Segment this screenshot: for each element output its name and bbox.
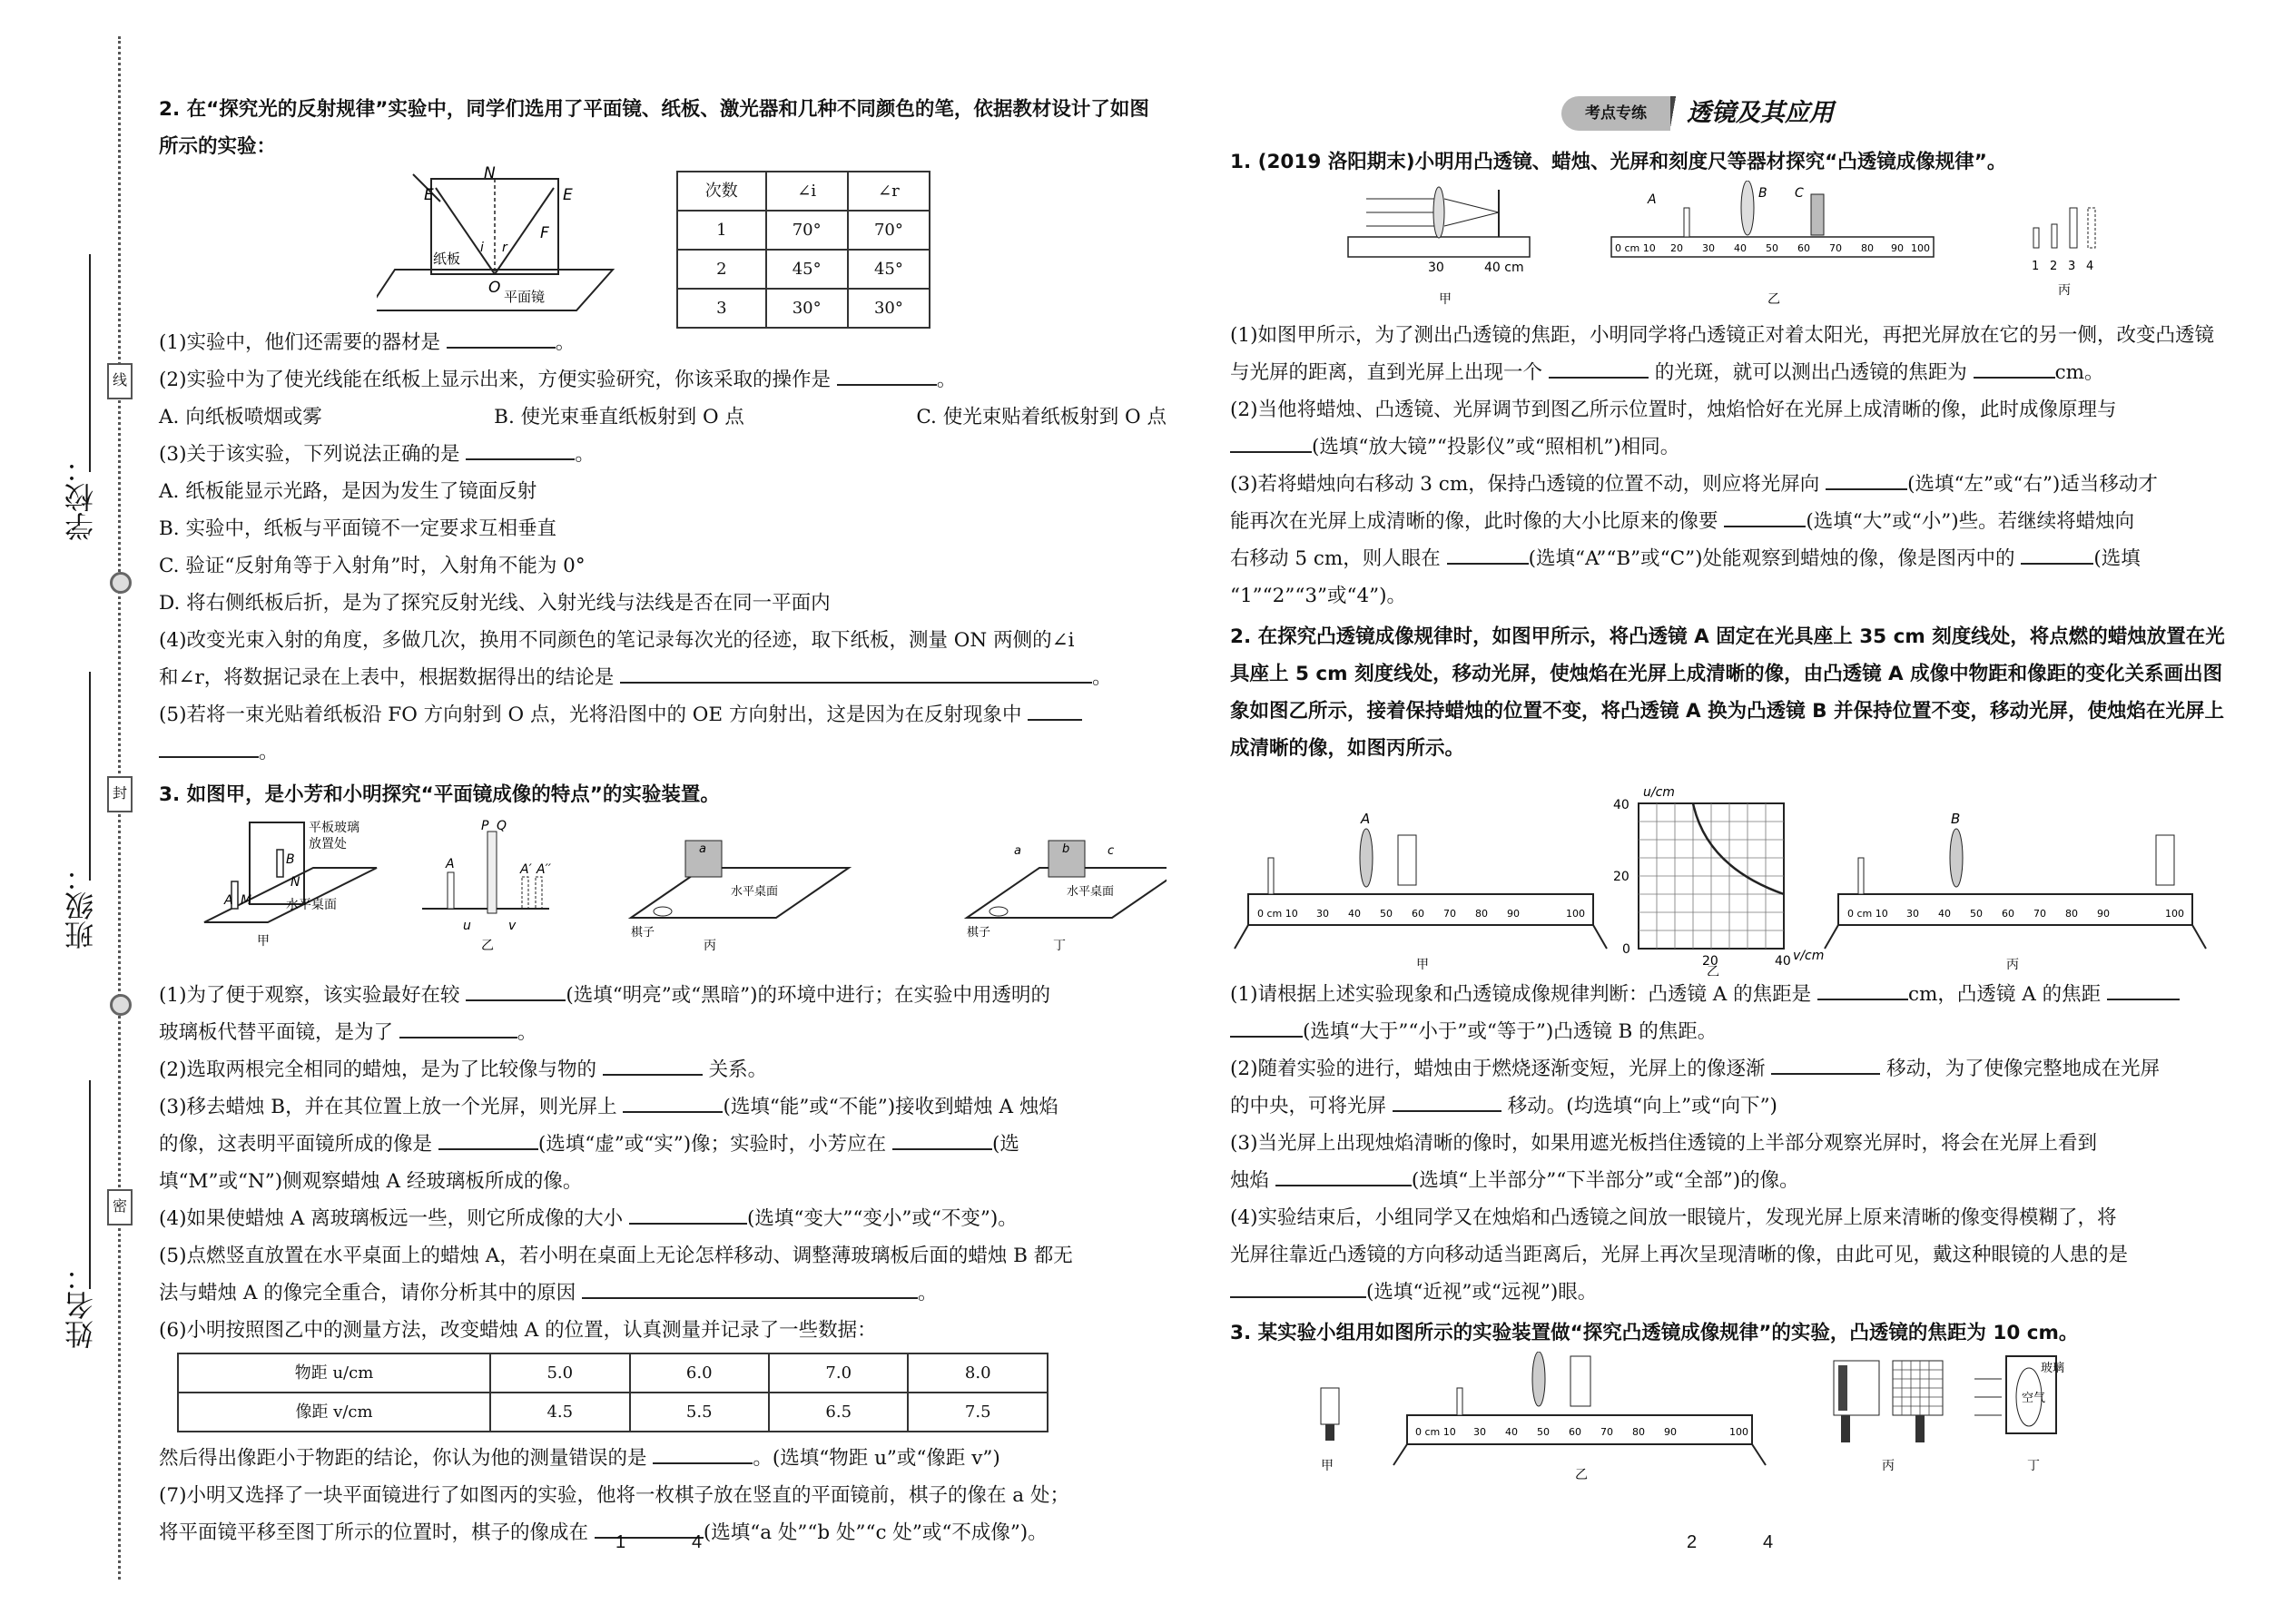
answer-blank[interactable] — [653, 1441, 753, 1464]
r-q2-part2b: 的中央，可将光屏 移动。(均选填“向上”或“向下”) — [1230, 1088, 2233, 1125]
answer-blank[interactable] — [399, 1015, 517, 1038]
ruler-tick: 30 — [1702, 242, 1715, 254]
q2-figure — [159, 165, 1167, 324]
q2-angle-table — [676, 171, 930, 329]
label-table: 水平桌面 — [286, 898, 337, 912]
answer-blank[interactable] — [1826, 467, 1907, 490]
label-u: u — [463, 919, 471, 933]
label-board: 纸板 — [433, 251, 461, 267]
ruler-tick: 100 — [2165, 908, 2184, 920]
r-q1-stem: 1. (2019 洛阳期末)小明用凸透镜、蜡烛、光屏和刻度尺等器材探究“凸透镜成像规律”。 — [1230, 151, 2007, 173]
table-cell: 7.5 — [908, 1393, 1048, 1432]
q3-distance-table — [177, 1353, 1049, 1432]
r-q1-part1b: 与光屏的距离，直到光屏上出现一个 的光斑，就可以测出凸透镜的焦距为 cm。 — [1230, 354, 2233, 391]
table-row — [178, 1393, 1048, 1432]
q3-part4: (4)如果使蜡烛 A 离玻璃板远一些，则它所成像的大小 (选填“变大”“变小”或“不变”)。 — [159, 1200, 1167, 1237]
ruler-tick: 50 — [1766, 242, 1778, 254]
ruler-tick: 70 — [1829, 242, 1842, 254]
table-cell: 7.0 — [769, 1353, 908, 1393]
x-tick-0: 0 — [1622, 942, 1630, 957]
page-total: 4 — [692, 1532, 703, 1552]
table-cell: 30° — [766, 289, 848, 328]
glass-plate-side — [487, 832, 497, 913]
label-N: N — [484, 165, 496, 182]
answer-blank[interactable] — [582, 1275, 918, 1299]
label-jia: 甲 — [1439, 292, 1452, 307]
lens-a — [1360, 829, 1373, 887]
name-label: 姓名： — [64, 1262, 98, 1349]
chess-piece — [654, 907, 672, 916]
label-1: 1 — [2032, 260, 2040, 273]
label-place: 放置处 — [309, 837, 347, 851]
candle — [1684, 208, 1689, 237]
r-q2-part3: (3)当光屏上出现烛焰清晰的像时，如果用遮光板挡住透镜的上半部分观察光屏时，将会在光屏上看到 — [1230, 1132, 2097, 1155]
label-E: E — [424, 186, 434, 204]
right-column — [1230, 143, 2233, 1488]
answer-blank[interactable] — [1230, 1275, 1366, 1298]
answer-blank[interactable] — [1724, 504, 1806, 527]
answer-blank[interactable] — [1230, 429, 1312, 453]
table-cell: 45° — [848, 250, 930, 289]
candle — [1457, 1388, 1462, 1415]
label-air: 空气 — [2022, 1392, 2046, 1405]
bench-leg — [1593, 925, 1607, 949]
label-A: A — [1648, 192, 1657, 207]
table-cell: 70° — [766, 211, 848, 250]
label-b: b — [1062, 842, 1070, 856]
ruler-tick: 30 — [1906, 908, 1919, 920]
ruler-tick: 80 — [1861, 242, 1874, 254]
label-a: a — [1014, 844, 1021, 858]
answer-blank[interactable] — [1447, 541, 1529, 565]
page-total: 4 — [1763, 1532, 1774, 1552]
image-candle — [536, 877, 542, 909]
seal-tag-secret: 密 — [107, 1189, 133, 1225]
ruler-tick: 0 cm 10 — [1615, 242, 1656, 254]
convex-lens — [1532, 1352, 1545, 1406]
bench-leg — [1393, 1444, 1407, 1465]
option-a: A. 向纸板喷烟或雾 — [159, 406, 322, 428]
table-cell: 1 — [677, 211, 766, 250]
refracted-ray — [1444, 212, 1499, 226]
table-cell: 6.0 — [630, 1353, 769, 1393]
answer-blank[interactable] — [629, 1201, 747, 1225]
q3-part6b: 然后得出像距小于物距的结论，你认为他的测量错误的是 。(选填“物距 u”或“像距 v”) — [159, 1440, 1167, 1477]
answer-blank[interactable] — [623, 1089, 723, 1113]
refracted-ray — [1444, 199, 1499, 212]
label-i: i — [480, 241, 484, 255]
r-q1-part1: (1)如图甲所示，为了测出凸透镜的焦距，小明同学将凸透镜正对着太阳光，再把光屏放在它的另一侧，改变凸透镜 — [1230, 324, 2214, 347]
r-q2-figure — [1230, 767, 2233, 976]
answer-blank[interactable] — [159, 734, 259, 758]
optical-bench — [1838, 894, 2192, 925]
q2-part5-blank: 。 — [159, 733, 1167, 771]
ruler-tick: 80 — [1475, 908, 1488, 920]
table-cell: 70° — [848, 211, 930, 250]
candle-a — [448, 872, 454, 909]
ruler-tick: 50 — [1537, 1426, 1550, 1438]
q3-stem: 3. 如图甲，是小芳和小明探究“平面镜成像的特点”的实验装置。 — [159, 783, 720, 806]
banner-tag: 考点专练 — [1561, 96, 1670, 131]
label-M: M — [241, 893, 252, 908]
ruler-tick: 90 — [1664, 1426, 1677, 1438]
label-mirror: 平面镜 — [504, 289, 546, 305]
label-B: B — [286, 852, 295, 867]
r-q2-part2: (2)随着实验的进行，蜡烛由于燃烧逐渐变短，光屏上的像逐渐 移动，为了使像完整地成在光屏 — [1230, 1050, 2233, 1088]
binding-ring-icon — [110, 572, 132, 594]
ruler-tick: 50 — [1970, 908, 1983, 920]
label-B: B — [1951, 811, 1961, 827]
table-header: 次数 — [677, 172, 766, 211]
bench-leg — [1235, 925, 1248, 949]
answer-blank[interactable] — [595, 1515, 704, 1539]
answer-blank[interactable] — [466, 978, 566, 1001]
mirror-experiment-figures — [159, 813, 1167, 977]
label-c: c — [1108, 844, 1115, 858]
screen — [1398, 835, 1416, 885]
screen — [2156, 835, 2174, 885]
answer-blank[interactable] — [1549, 355, 1649, 379]
q3-part1: (1)为了便于观察，该实验最好在较 (选填“明亮”或“黑暗”)的环境中进行；在实验中用透明的 — [159, 977, 1167, 1014]
graph-grid — [1639, 803, 1784, 949]
r-q3-figure — [1230, 1352, 2233, 1488]
screen — [1811, 194, 1824, 235]
board-stand — [1841, 1415, 1850, 1442]
label-A-prime: A′ — [520, 862, 532, 877]
label-P: P — [481, 819, 489, 833]
q2-part2-options — [159, 399, 1167, 436]
table-row — [677, 211, 930, 250]
q2-part4: (4)改变光束入射的角度，多做几次，换用不同颜色的笔记录每次光的径迹，取下纸板，测量 ON 两侧的∠i — [159, 629, 1075, 652]
ruler-tick: 70 — [2033, 908, 2046, 920]
x-tick-20: 20 — [1702, 954, 1718, 969]
answer-blank[interactable] — [438, 1127, 538, 1150]
label-jia: 甲 — [1416, 958, 1429, 972]
r-q2-stem: 2. 在探究凸透镜成像规律时，如图甲所示，将凸透镜 A 固定在光具座上 35 cm 刻度线处，将点燃的蜡烛放置在光具座上 5 cm 刻度线处，移动光屏，使烛焰在光屏上成清晰的像，由凸透镜 A 成像中物距和像距的变化关系画出图象如图乙所示，接着保持蜡烛的位置不变，将凸透镜 A 换为凸透镜 B 并保持位置不变，移动光屏，使烛焰在光屏上成清晰的像，如图丙所示。 — [1230, 625, 2225, 760]
u-v-curve — [1693, 803, 1784, 894]
label-bing: 丙 — [704, 939, 716, 953]
label-yi: 乙 — [1767, 292, 1780, 307]
label-table: 水平桌面 — [1067, 885, 1115, 899]
table-row — [677, 250, 930, 289]
bench-leg — [1752, 1444, 1766, 1465]
ruler-tick: 90 — [1891, 242, 1904, 254]
board-stand — [1915, 1415, 1925, 1442]
ruler-tick: 30 — [1316, 908, 1329, 920]
x-tick-40: 40 — [1775, 954, 1791, 969]
q2-part2: (2)实验中为了使光线能在纸板上显示出来，方便实验研究，你该采取的操作是 。 — [159, 361, 1167, 399]
answer-blank[interactable] — [837, 362, 937, 386]
r-q2-part1: (1)请根据上述实验现象和凸透镜成像规律判断：凸透镜 A 的焦距是 cm，凸透镜 A 的焦距 — [1230, 976, 2233, 1013]
left-column — [159, 91, 1167, 1551]
ruler-tick: 60 — [1569, 1426, 1581, 1438]
ruler-tick: 70 — [1443, 908, 1456, 920]
candle-b — [277, 850, 283, 877]
q2-part3-option-d: D. 将右侧纸板后折，是为了探究反射光线、入射光线与法线是否在同一平面内 — [159, 592, 831, 615]
ruler-tick: 40 — [1348, 908, 1361, 920]
lens-ab-figures — [1230, 767, 2233, 976]
image-2 — [2052, 224, 2057, 248]
label-r: r — [502, 241, 507, 255]
ruler-tick: 80 — [1632, 1426, 1645, 1438]
ruler-tick: 100 — [1729, 1426, 1748, 1438]
table-row — [677, 289, 930, 328]
tick-40: 40 cm — [1484, 261, 1524, 275]
answer-blank[interactable] — [466, 437, 575, 460]
r-q1-part2: (2)当他将蜡烛、凸透镜、光屏调节到图乙所示位置时，烛焰恰好在光屏上成清晰的像，此时成像原理与 — [1230, 399, 2117, 421]
screen — [1570, 1356, 1590, 1406]
table-cell: 4.5 — [490, 1393, 629, 1432]
r-q1-part3: (3)若将蜡烛向右移动 3 cm，保持凸透镜的位置不动，则应将光屏向 (选填“左”或“右”)适当移动才 — [1230, 466, 2233, 503]
q3-part6: (6)小明按照图乙中的测量方法，改变蜡烛 A 的位置，认真测量并记录了一些数据： — [159, 1319, 877, 1342]
q3-part7b: 将平面镜平移至图丁所示的位置时，棋子的像成在 (选填“a 处”“b 处”“c 处”或“不成像”)。 — [159, 1514, 1167, 1551]
q2-part3-option-c: C. 验证“反射角等于入射角”时，入射角不能为 0° — [159, 555, 586, 577]
table-header: ∠r — [848, 172, 930, 211]
answer-blank[interactable] — [603, 1052, 703, 1076]
page-number: 2 — [1687, 1532, 1698, 1552]
convex-lens — [1433, 187, 1444, 238]
q3-part5: (5)点燃竖直放置在水平桌面上的蜡烛 A，若小明在桌面上无论怎样移动、调整薄玻璃板后面的蜡烛 B 都无 — [159, 1245, 1073, 1267]
r-q2-part3b: 烛焰 (选填“上半部分”“下半部分”或“全部”)的像。 — [1230, 1162, 2233, 1199]
label-A: A — [1361, 811, 1371, 827]
label-F: E — [563, 186, 573, 204]
image-1 — [2033, 228, 2039, 248]
label-yi: 乙 — [481, 939, 494, 953]
tick-30: 30 — [1428, 261, 1444, 275]
convex-lens — [1741, 181, 1754, 235]
r-q2-part4: (4)实验结束后，小组同学又在烛焰和凸透镜之间放一眼镜片，发现光屏上原来清晰的像变得模糊了，将 — [1230, 1206, 2117, 1229]
binding-ring-icon — [110, 994, 132, 1016]
ruler-tick: 70 — [1600, 1426, 1613, 1438]
q3-part3b: 的像，这表明平面镜所成的像是 (选填“虚”或“实”)像；实验时，小芳应在 (选 — [159, 1126, 1167, 1163]
label-glass: 玻璃 — [2041, 1362, 2065, 1375]
name-line — [89, 1080, 91, 1289]
ruler-tick: 0 cm 10 — [1257, 908, 1298, 920]
q3-part5b: 法与蜡烛 A 的像完全重合，请你分析其中的原因 。 — [159, 1275, 1167, 1312]
label-Q: Q — [497, 819, 507, 833]
seal-tag-seal: 封 — [107, 776, 133, 812]
section-banner — [1561, 94, 1888, 134]
label-glass: 平板玻璃 — [309, 821, 359, 835]
label-A-double-prime: A′′ — [537, 862, 551, 877]
label-N: N — [290, 875, 300, 890]
binding-gutter — [0, 0, 136, 1624]
table-cell: 3 — [677, 289, 766, 328]
ruler-tick: 0 cm 10 — [1847, 908, 1888, 920]
answer-blank[interactable] — [620, 660, 1092, 684]
label-3: 3 — [2068, 260, 2076, 273]
table-header-row — [677, 172, 930, 211]
ruler-tick: 0 cm 10 — [1415, 1426, 1456, 1438]
lens-focus-figures — [1230, 181, 2233, 317]
ruler-tick: 60 — [1412, 908, 1424, 920]
ruler-tick: 100 — [1911, 242, 1930, 254]
q2-part5: (5)若将一束光贴着纸板沿 FO 方向射到 O 点，光将沿图中的 OE 方向射出，这是因为在反射现象中 — [159, 696, 1167, 733]
q2-part1: (1)实验中，他们还需要的器材是 。 — [159, 324, 1167, 361]
label-yi: 乙 — [1575, 1468, 1588, 1482]
answer-blank[interactable] — [1771, 1051, 1880, 1075]
label-chess: 棋子 — [631, 926, 655, 940]
label-chess: 棋子 — [967, 926, 991, 940]
q2-part4b: 和∠r，将数据记录在上表中，根据数据得出的结论是 。 — [159, 659, 1167, 696]
page-number: 1 — [615, 1532, 626, 1552]
class-line — [89, 672, 91, 881]
answer-blank[interactable] — [892, 1127, 992, 1150]
ruler-tick: 40 — [1505, 1426, 1518, 1438]
image-3 — [2070, 208, 2077, 248]
bench-leg — [1825, 925, 1838, 949]
q3-figure — [159, 813, 1167, 977]
candle — [1858, 858, 1864, 894]
led-pattern — [1838, 1365, 1847, 1411]
ruler-tick: 100 — [1566, 908, 1585, 920]
r-q2-part4b: 光屏往靠近凸透镜的方向移动适当距离后，光屏上再次呈现清晰的像，由此可见，戴这种眼镜的人患的是 — [1230, 1244, 2129, 1266]
q3-part1b: 玻璃板代替平面镜，是为了 。 — [159, 1014, 1167, 1051]
ruler-tick: 40 — [1938, 908, 1951, 920]
q2-stem: 2. 在“探究光的反射规律”实验中，同学们选用了平面镜、纸板、激光器和几种不同颜色的笔，依据教材设计了如图所示的实验： — [159, 98, 1149, 158]
q3-part2: (2)选取两根完全相同的蜡烛，是为了比较像与物的 关系。 — [159, 1051, 1167, 1088]
image-candle — [522, 877, 528, 909]
option-b: B. 使光束垂直纸板射到 O 点 — [494, 406, 744, 428]
school-line — [89, 254, 91, 472]
y-tick-20: 20 — [1613, 870, 1629, 884]
label-bing: 丙 — [2006, 958, 2019, 972]
ruler-tick: 80 — [2065, 908, 2078, 920]
option-c: C. 使光束贴着纸板射到 O 点 — [916, 406, 1167, 428]
table-header: ∠i — [766, 172, 848, 211]
q2-part3-option-b: B. 实验中，纸板与平面镜不一定要求互相垂直 — [159, 517, 556, 540]
lens-q3-figures — [1230, 1352, 2233, 1488]
q2-part3: (3)关于该实验，下列说法正确的是 。 — [159, 436, 1167, 473]
r-q1-part3c: 右移动 5 cm，则人眼在 (选填“A”“B”或“C”)处能观察到蜡烛的像，像是图丙中的 (选填 — [1230, 540, 2233, 577]
ruler-tick: 20 — [1670, 242, 1683, 254]
image-4 — [2088, 208, 2095, 248]
label-bing: 丙 — [2058, 283, 2071, 298]
ruler — [1348, 237, 1530, 257]
table-cell: 5.5 — [630, 1393, 769, 1432]
table-cell: 物距 u/cm — [178, 1353, 490, 1393]
label-A: A — [224, 893, 233, 908]
candle — [1268, 858, 1274, 894]
screen-stand — [1325, 1424, 1334, 1441]
r-q2-part4c: (选填“近视”或“远视”)眼。 — [1230, 1274, 2233, 1311]
ruler-tick: 90 — [1507, 908, 1520, 920]
table-cell: 像距 v/cm — [178, 1393, 490, 1432]
answer-blank[interactable] — [1275, 1163, 1412, 1186]
answer-blank[interactable] — [1393, 1088, 1501, 1112]
table-cell: 2 — [677, 250, 766, 289]
chess-piece — [989, 907, 1008, 916]
answer-blank[interactable] — [1028, 697, 1082, 721]
label-ding: 丁 — [1053, 939, 1066, 953]
label-A: A — [446, 857, 455, 871]
ruler-tick: 50 — [1380, 908, 1393, 920]
label-bing: 丙 — [1882, 1459, 1895, 1473]
r-q1-part2b: (选填“放大镜”“投影仪”或“照相机”)相同。 — [1230, 428, 2233, 466]
r-q2-part1b: (选填“大于”“小于”或“等于”)凸透镜 B 的焦距。 — [1230, 1013, 2233, 1050]
answer-blank[interactable] — [447, 325, 556, 349]
reflection-diagram — [377, 165, 649, 324]
q3-part7: (7)小明又选择了一块平面镜进行了如图丙的实验，他将一枚棋子放在竖直的平面镜前，棋子的像在 a 处； — [159, 1484, 1069, 1507]
label-jia: 甲 — [257, 934, 270, 949]
banner-title: 透镜及其应用 — [1670, 96, 1914, 131]
table-cell: 45° — [766, 250, 848, 289]
ruler-tick: 60 — [1797, 242, 1810, 254]
class-label: 班级： — [64, 862, 98, 950]
table-row — [178, 1353, 1048, 1393]
label-jia: 甲 — [1321, 1459, 1334, 1473]
table-cell: 30° — [848, 289, 930, 328]
label-2: 2 — [2050, 260, 2058, 273]
table-cell: 8.0 — [908, 1353, 1048, 1393]
table-cell: 5.0 — [490, 1353, 629, 1393]
bench-leg — [2192, 925, 2206, 949]
answer-blank[interactable] — [1974, 355, 2055, 379]
ruler-tick: 40 — [1734, 242, 1747, 254]
r-q1-part3b: 能再次在光屏上成清晰的像，此时像的大小比原来的像要 (选填“大”或“小”)些。若继续将蜡烛向 — [1230, 503, 2233, 540]
school-label: 学校： — [64, 454, 98, 541]
table-cell: 6.5 — [769, 1393, 908, 1432]
answer-blank[interactable] — [2021, 541, 2093, 565]
label-O: O — [488, 279, 501, 297]
axis-label-v: v/cm — [1793, 949, 1825, 963]
r-q3-stem: 3. 某实验小组用如图所示的实验装置做“探究凸透镜成像规律”的实验，凸透镜的焦距为 10 cm。 — [1230, 1322, 2079, 1344]
q2-part3-option-a: A. 纸板能显示光路，是因为发生了镜面反射 — [159, 480, 537, 503]
r-q1-part3d: “1”“2”“3”或“4”)。 — [1230, 585, 1407, 607]
label-F2: F — [540, 224, 549, 242]
label-ding: 丁 — [2027, 1459, 2040, 1473]
ruler-tick: 60 — [2002, 908, 2014, 920]
label-a: a — [699, 842, 706, 856]
q3-part3c: 填“M”或“N”)侧观察蜡烛 A 经玻璃板所成的像。 — [159, 1170, 583, 1193]
label-v: v — [508, 919, 517, 933]
ruler-tick: 30 — [1473, 1426, 1486, 1438]
r-q1-figure — [1230, 181, 2233, 317]
axis-label-u: u/cm — [1643, 785, 1675, 800]
q3-part3: (3)移去蜡烛 B，并在其位置上放一个光屏，则光屏上 (选填“能”或“不能”)接收到蜡烛 A 烛焰 — [159, 1088, 1167, 1126]
ruler-tick: 90 — [2097, 908, 2110, 920]
label-yi: 乙 — [1707, 965, 1719, 976]
label-4: 4 — [2086, 260, 2094, 273]
label-table: 水平桌面 — [731, 885, 779, 899]
label-B: B — [1758, 186, 1767, 201]
lens-b — [1950, 829, 1963, 887]
screen — [1321, 1388, 1339, 1424]
answer-blank[interactable] — [2107, 977, 2180, 1000]
label-C: C — [1795, 186, 1804, 201]
y-tick-40: 40 — [1613, 798, 1629, 812]
seal-tag-line: 线 — [107, 363, 133, 399]
answer-blank[interactable] — [1230, 1014, 1303, 1038]
answer-blank[interactable] — [1817, 977, 1908, 1000]
